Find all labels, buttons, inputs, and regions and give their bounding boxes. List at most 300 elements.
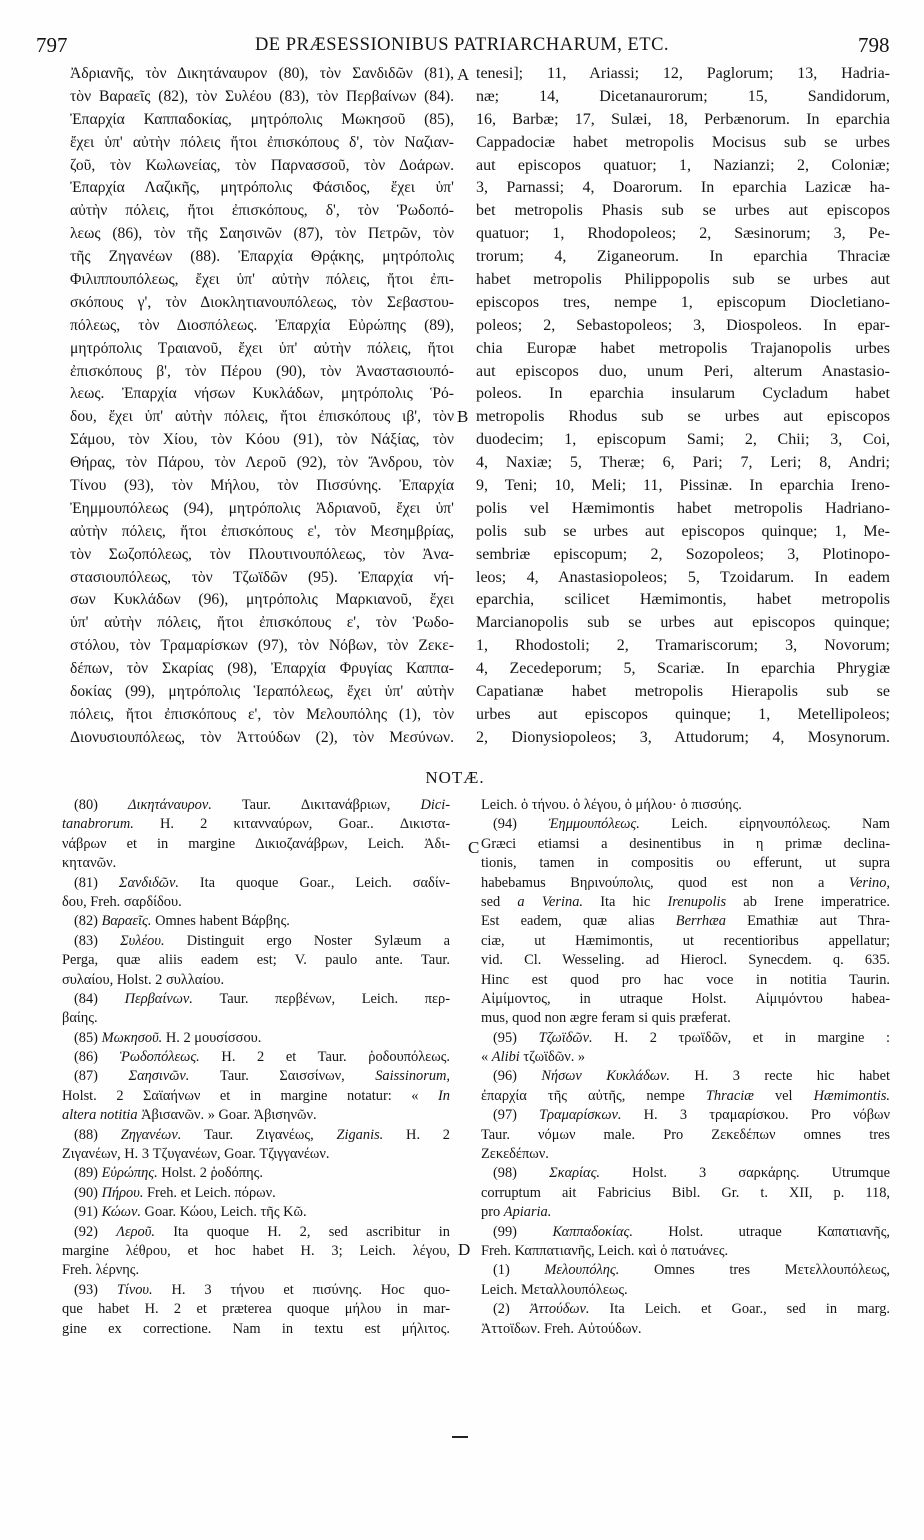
note-line	[62, 854, 450, 873]
text-run: H. 2 κιτανναύρων, Goar.. Δικιστα-	[133, 816, 450, 833]
text-run: sembriæ episcopum; 2, Sozopoleos; 3, Plotinopo-	[476, 545, 890, 563]
note-line	[62, 1145, 450, 1164]
text-run: Marcianopolis sub se urbes aut episcopos quinque;	[476, 614, 890, 632]
text-run: margine λέθρου, et hoc habet H. 3; Leich. λέγου,	[62, 1242, 450, 1259]
latin-text-line	[476, 635, 890, 658]
text-run: (84)	[74, 990, 125, 1007]
note-line	[481, 1145, 890, 1164]
greek-text-line	[70, 338, 454, 361]
margin-letter-c: C	[468, 838, 480, 857]
text-run: eparchia, scilicet Hæmimontis, habet metropolis	[476, 591, 890, 609]
text-run: (94)	[493, 816, 549, 833]
note-line	[62, 1320, 450, 1339]
text-run: H. 2	[383, 1126, 451, 1143]
note-line	[481, 796, 890, 815]
text-run: urbes aut episcopos quinque; 1, Metellipoleos;	[476, 705, 890, 723]
note-line	[481, 971, 890, 990]
text-run: ἔχει ὑπ' αὐτὴν πόλεις ἤτοι ἐπισκόπους δ', τὸν Ναζιαν-	[70, 133, 454, 151]
italic-text: Μελουπόλης.	[544, 1262, 620, 1279]
text-run: ciæ, ut Hæmimontis, ut recentioribus appellatur;	[481, 932, 890, 949]
text-run: Holst. utraque Καπατιανῆς,	[632, 1223, 891, 1240]
text-run: polis vel Hæmimontis habet metropolis Hadriano-	[476, 499, 890, 517]
italic-text: Ῥωδοπόλεως.	[119, 1049, 200, 1066]
greek-text-line	[70, 635, 454, 658]
note-line	[62, 1203, 450, 1222]
text-run: Ita hic	[583, 893, 668, 910]
text-run: (81)	[74, 874, 119, 891]
greek-text-line	[70, 406, 454, 429]
note-line	[62, 1048, 450, 1067]
text-run: poleos. In eparchia insularum Cycladum habet	[476, 385, 890, 403]
italic-text: Τίνου.	[116, 1281, 153, 1298]
text-run: habebamus Βηρινούπολις, quod est non a	[481, 874, 849, 891]
italic-text: Δικητάναυρον.	[128, 797, 212, 813]
note-line	[481, 1242, 890, 1261]
note-line	[62, 971, 450, 990]
notes-column-right	[481, 796, 890, 1339]
italic-text: Κώων.	[101, 1204, 141, 1221]
note-line	[481, 912, 890, 931]
text-run: Τίνου (93), τὸν Μήλου, τὸν Πισσύνης. Ἐπαρχία	[70, 477, 454, 495]
latin-text-column	[476, 63, 890, 750]
text-run: αὐτὴν πόλεις, ἤτοι ἐπισκόπους, δ', τὸν Ῥωδοπό-	[70, 202, 454, 220]
latin-text-line	[476, 223, 890, 246]
latin-text-line	[476, 177, 890, 200]
text-run: quatuor; 1, Rhodopoleos; 2, Sæsinorum; 3, Pe-	[476, 225, 890, 243]
text-run: metropolis Rhodus sub se urbes aut episcopos	[476, 408, 890, 426]
text-run: Taur. Σαισσίνων,	[189, 1068, 376, 1085]
text-run: σων Κυκλάδων (96), μητρόπολις Μαρκιανοῦ, ἔχει	[70, 591, 454, 609]
text-run: mus, quod non ægre feram si quis præferat.	[481, 1010, 731, 1027]
note-line	[481, 1106, 890, 1125]
note-line	[62, 796, 450, 815]
greek-text-line	[70, 727, 454, 750]
text-run: (95)	[493, 1029, 539, 1046]
italic-text: Εὐρώπης.	[101, 1165, 158, 1182]
note-line	[62, 1087, 450, 1106]
text-run: Hinc est quod pro hac voce in notitia Taurin.	[481, 971, 890, 988]
greek-text-line	[70, 658, 454, 681]
latin-text-line	[476, 132, 890, 155]
italic-text: Ζηγανέων.	[120, 1126, 182, 1143]
greek-text-line	[70, 223, 454, 246]
text-run: trorum; 4, Ziganeorum. In eparchia Thraciæ	[476, 248, 890, 266]
greek-text-line	[70, 63, 454, 86]
text-run: que habet H. 2 et præterea quoque μήλου in mar-	[62, 1301, 450, 1318]
text-run: 1, Rhodostoli; 2, Tramariscorum; 3, Novorum;	[476, 637, 890, 655]
text-run: νάβρων et in margine Δικιοζανάβρων, Leich. Ἀδι-	[62, 835, 450, 852]
text-run: Ἀττοϊδων. Freh. Αὐτούδων.	[481, 1320, 642, 1337]
latin-text-line	[476, 406, 890, 429]
text-run: Holst. 2 Σαϊαήνων et in margine notatur: «	[62, 1087, 438, 1104]
text-run: 16, Barbæ; 17, Sulæi, 18, Perbænorum. In eparchia	[476, 110, 890, 128]
text-run: pro	[481, 1204, 504, 1221]
italic-text: Συλέου.	[120, 932, 165, 949]
latin-text-line	[476, 292, 890, 315]
note-line	[481, 1300, 890, 1319]
text-run: duodecim; 1, episcopum Sami; 2, Chii; 3, Coi,	[476, 431, 890, 449]
text-run: vel	[753, 1087, 814, 1104]
text-run: στασιουπόλεως, τὸν Τζωϊδῶν (95). Ἐπαρχία νή-	[70, 568, 454, 586]
text-run: (89)	[74, 1165, 102, 1182]
text-run: μητρόπολις Τραιανοῦ, ἔχει ὑπ' αὐτὴν πόλεις, ἤτοι	[70, 339, 454, 357]
text-run: ὑπ' αὐτὴν πόλεις, ἤτοι ἐπισκόπους ε', τὸν Ῥωδο-	[70, 614, 454, 632]
greek-text-line	[70, 429, 454, 452]
text-run: vid. Cl. Wesseling. ad Hierocl. Synecdem. q. 635.	[481, 952, 890, 969]
note-line	[62, 1261, 450, 1280]
greek-text-line	[70, 269, 454, 292]
bottom-rule-mark	[452, 1436, 468, 1438]
greek-text-line	[70, 132, 454, 155]
italic-text: Ἐημμουπόλεως.	[548, 816, 640, 833]
text-run: corruptum ait Fabricius Bibl. Gr. t. XII, p. 118,	[481, 1184, 890, 1201]
note-line	[481, 932, 890, 951]
text-run: κητανῶν.	[62, 855, 117, 872]
italic-text: tanabrorum.	[62, 816, 134, 833]
margin-letter-d: D	[458, 1240, 471, 1259]
text-run: Freh. Καππατιανῆς, Leich. καὶ ὁ πατυάνες.	[481, 1242, 729, 1259]
italic-text: Βαραεῖς.	[101, 913, 152, 930]
text-run: βαίης.	[62, 1010, 98, 1027]
italic-text: Thraciæ	[705, 1087, 754, 1104]
note-line	[481, 1087, 890, 1106]
italic-text: Τραμαρίσκων.	[539, 1107, 622, 1124]
greek-text-line	[70, 109, 454, 132]
text-run: (80)	[74, 797, 128, 813]
note-line	[62, 1223, 450, 1242]
text-run: δοκίας (99), μητρόπολις Ἱεραπόλεως, ἔχει ὑπ' αὐτὴν	[70, 683, 454, 701]
latin-text-line	[476, 567, 890, 590]
text-run: αὐτὴν πόλεις, ἤτοι ἐπισκόπους ε', τὸν Μεσημβρίας,	[70, 522, 454, 540]
text-run: (96)	[493, 1068, 542, 1085]
text-run: τζωϊδῶν. »	[519, 1049, 586, 1066]
note-line	[62, 951, 450, 970]
note-line	[481, 1184, 890, 1203]
greek-text-line	[70, 498, 454, 521]
italic-text: Πήρου.	[101, 1184, 144, 1201]
text-run: Omnes tres Μετελλουπόλεως,	[619, 1262, 890, 1279]
text-run: Σάμου, τὸν Χίου, τὸν Κόου (91), τὸν Νάξίας, τὸν	[70, 431, 454, 449]
latin-text-line	[476, 200, 890, 223]
text-run: leos; 4, Anastasiopoleos; 5, Tzoidarum. In eadem	[476, 568, 890, 586]
italic-text: Λεροῦ.	[116, 1223, 155, 1240]
italic-text: Hæmimontis.	[813, 1087, 891, 1104]
text-run: (92)	[74, 1223, 117, 1240]
italic-text: Apiaria.	[503, 1204, 552, 1221]
note-line	[481, 854, 890, 873]
text-run: ζοῦ, τὸν Κωλωνείας, τὸν Παρνασσοῦ, τὸν Δοάρων.	[70, 156, 454, 174]
note-line	[62, 835, 450, 854]
greek-text-line	[70, 544, 454, 567]
note-line	[481, 1126, 890, 1145]
text-run: Holst. 3 σαρκάρης. Utrumque	[600, 1165, 890, 1182]
text-run: Ζιγανέων, H. 3 Τζυγανέων, Goar. Τζιγγανέων.	[62, 1146, 330, 1163]
greek-text-line	[70, 361, 454, 384]
note-line	[481, 951, 890, 970]
greek-text-line	[70, 383, 454, 406]
greek-text-line	[70, 246, 454, 269]
greek-text-line	[70, 589, 454, 612]
text-run: poleos; 2, Sebastopoleos; 3, Diospoleos. In epar-	[476, 316, 890, 334]
note-line	[481, 1320, 890, 1339]
text-run: polis sub se urbes aut episcopos quinque; 1, Me-	[476, 522, 890, 540]
text-run: τὸν Σωζοπόλεως, τὸν Πλουτινουπόλεως, τὸν Ἀνα-	[70, 545, 454, 563]
text-run: chia Europæ habet metropolis Trajanopolis urbes	[476, 339, 890, 357]
italic-text: Ziganis.	[336, 1126, 384, 1143]
latin-text-line	[476, 589, 890, 612]
italic-text: Μωκησοῦ.	[101, 1029, 163, 1046]
latin-text-line	[476, 269, 890, 292]
text-run: Ita quoque Goar., Leich. σαδίν-	[178, 874, 450, 891]
italic-text: Καππαδοκίας.	[552, 1223, 633, 1240]
text-run: Omnes habent Βάρβης.	[151, 913, 290, 930]
text-run: Capatianæ habet metropolis Hierapolis sub se	[476, 683, 890, 701]
note-line	[481, 874, 890, 893]
text-run: πόλεις, ἤτοι ἐπισκόπους ε', τὸν Μελουπόλης (1), τὸν	[70, 705, 454, 723]
note-line	[481, 1203, 890, 1222]
text-run: Leich. ὁ τήνου. ὁ λέγου, ὁ μήλου· ὁ πισσύης.	[481, 797, 742, 813]
text-run: 3, Parnassi; 4, Doarorum. In eparchia Lazicæ ha-	[476, 179, 890, 197]
notes-heading: NOTÆ.	[425, 768, 485, 787]
text-run: næ; 14, Dicetanaurorum; 15, Sandidorum,	[476, 87, 890, 105]
note-line	[62, 815, 450, 834]
text-run: «	[481, 1049, 492, 1066]
latin-text-line	[476, 429, 890, 452]
text-run: Φιλιππουπόλεως, ἔχει ὑπ' αὐτὴν πόλεις, ἤτοι ἐπι-	[70, 271, 454, 289]
italic-text: Σκαρίας.	[549, 1165, 601, 1182]
text-run: sed	[481, 893, 518, 910]
italic-text: Περβαίνων.	[124, 990, 193, 1007]
italic-text: Irenupolis	[667, 893, 727, 910]
running-title: DE PRÆSESSIONIBUS PATRIARCHARUM, ETC.	[254, 35, 670, 55]
latin-text-line	[476, 452, 890, 475]
note-line	[481, 1281, 890, 1300]
text-run: aut episcopos quatuor; 1, Nazianzi; 2, Coloniæ;	[476, 156, 890, 174]
text-run: 4, Naxiæ; 5, Theræ; 6, Pari; 7, Leri; 8, Andri;	[476, 454, 890, 472]
text-run: gine ex correctione. Nam in textu est μήλιτος.	[62, 1320, 450, 1337]
text-run: Est eadem, quæ alias	[481, 913, 676, 930]
text-run: (91)	[74, 1204, 102, 1221]
text-run: (1)	[493, 1262, 545, 1279]
text-run: πόλεως, τὸν Διοσπόλεως. Ἐπαρχία Εὐρώπης (89),	[70, 316, 454, 334]
text-run: H. 2 et Taur. ῥοδουπόλεως.	[199, 1049, 450, 1066]
text-run: Ἐπαρχία Λαζικῆς, μητρόπολις Φάσιδος, ἔχει ὑπ'	[70, 179, 454, 197]
greek-text-line	[70, 155, 454, 178]
text-run: Ἀδριανῆς, τὸν Δικητάναυρον (80), τὸν Σανδιδῶν (81),	[70, 65, 454, 82]
latin-text-line	[476, 612, 890, 635]
text-run: Leich. Μεταλλουπόλεως.	[481, 1281, 628, 1298]
text-run: δέπων, τὸν Σκαρίας (98), Ἐπαρχία Φρυγίας Καππα-	[70, 660, 454, 678]
greek-text-line	[70, 681, 454, 704]
text-run: (83)	[74, 932, 121, 949]
text-run: Cappadociæ habet metropolis Mocisus sub se urbes	[476, 133, 890, 151]
greek-text-line	[70, 86, 454, 109]
text-run: ἐπισκόπους β', τὸν Πέρου (90), τὸν Ἀναστασιουπό-	[70, 362, 454, 380]
text-run: Taur. νόμων male. Pro Ζεκεδέπων omnes tres	[481, 1126, 890, 1143]
text-run: ab Irene imperatrice.	[726, 893, 891, 910]
greek-text-line	[70, 177, 454, 200]
latin-text-line	[476, 246, 890, 269]
note-line	[481, 1223, 890, 1242]
greek-text-column	[70, 63, 454, 750]
text-run: Θήρας, τὸν Πάρου, τὸν Λεροῦ (92), τὸν Ἄνδρου, τὸν	[70, 454, 454, 472]
latin-text-line	[476, 658, 890, 681]
text-run: habet metropolis Philippopolis sub se urbes aut	[476, 271, 890, 289]
text-run: H. 3 τήνου et πισύνης. Hoc quo-	[152, 1281, 450, 1298]
latin-text-line	[476, 383, 890, 406]
italic-text: In	[438, 1087, 450, 1104]
text-run: τὸν Βαραεῖς (82), τὸν Συλέου (83), τὸν Περβαίνων (84).	[70, 87, 454, 105]
latin-text-line	[476, 86, 890, 109]
italic-text: Alibi	[491, 1049, 520, 1066]
text-run: Ita Leich. et Goar., sed in marg.	[589, 1301, 890, 1318]
latin-text-line	[476, 521, 890, 544]
text-run: Emathiæ aut Thra-	[725, 913, 890, 930]
page-number-left: 797	[36, 33, 68, 57]
text-run: Ἀβισανῶν. » Goar. Ἀβισηνῶν.	[137, 1107, 317, 1124]
text-run: (82)	[74, 913, 102, 930]
text-run: (86)	[74, 1049, 120, 1066]
note-line	[62, 1184, 450, 1203]
text-run: H. 3 recte hic habet	[669, 1068, 890, 1085]
note-line	[481, 1164, 890, 1183]
italic-text: Σανδιδῶν.	[118, 874, 179, 891]
text-run: Goar. Κώου, Leich. τῆς Κῶ.	[140, 1204, 307, 1221]
text-run: δου, Freh. σαρδίδου.	[62, 893, 182, 910]
text-run: Perga, quæ aliis eadem est; V. paulo ante. Taur.	[62, 952, 450, 969]
note-line	[62, 912, 450, 931]
greek-text-line	[70, 612, 454, 635]
italic-text: Saissinorum,	[375, 1068, 450, 1085]
text-run: H. 2 τρωϊδῶν, et in margine :	[592, 1029, 891, 1046]
greek-text-line	[70, 452, 454, 475]
greek-text-line	[70, 200, 454, 223]
text-run: episcopos tres, nempe 1, episcopum Diocletiano-	[476, 293, 890, 311]
text-run: Ἐπαρχία Καππαδοκίας, μητρόπολις Μωκησοῦ (85),	[70, 110, 454, 128]
latin-text-line	[476, 338, 890, 361]
latin-text-line	[476, 704, 890, 727]
text-run: συλαίου, Holst. 2 συλλαίου.	[62, 971, 225, 988]
text-run: τῆς Ζηγανέων (88). Ἐπαρχία Θρᾴκης, μητρόπολις	[70, 248, 454, 266]
text-run: (88)	[74, 1126, 121, 1143]
note-line	[481, 1009, 890, 1028]
greek-text-line	[70, 475, 454, 498]
text-run: (99)	[493, 1223, 553, 1240]
note-line	[62, 1029, 450, 1048]
note-line	[62, 893, 450, 912]
latin-text-line	[476, 475, 890, 498]
italic-text: a Verina.	[517, 893, 584, 910]
notes-column-left	[62, 796, 450, 1339]
text-run: Taur. Ζιγανέως,	[181, 1126, 337, 1143]
text-run: Leich. εἰρηνουπόλεως. Nam	[639, 816, 890, 833]
text-run: λεως. Ἐπαρχία νήσων Κυκλάδων, μητρόπολις Ῥό-	[70, 385, 454, 403]
greek-text-line	[70, 292, 454, 315]
text-run: Freh. et Leich. πόρων.	[143, 1184, 276, 1201]
note-line	[62, 932, 450, 951]
note-line	[481, 893, 890, 912]
text-run: Freh. λέρνης.	[62, 1262, 140, 1279]
margin-letter-b: B	[457, 407, 469, 426]
note-line	[62, 1126, 450, 1145]
text-run: (93)	[74, 1281, 117, 1298]
latin-text-line	[476, 63, 890, 86]
text-run: 9, Teni; 10, Meli; 11, Pissinæ. In eparchia Ireno-	[476, 477, 890, 495]
text-run: Holst. 2 ῥοδόπης.	[157, 1165, 263, 1182]
note-line	[62, 1242, 450, 1261]
greek-text-line	[70, 521, 454, 544]
text-run: H. 2 μουσίσσου.	[162, 1029, 262, 1046]
note-line	[62, 1009, 450, 1028]
note-line	[481, 1048, 890, 1067]
italic-text: Berrhæa	[675, 913, 726, 930]
margin-letter-a: A	[457, 65, 470, 84]
text-run: (90)	[74, 1184, 102, 1201]
latin-text-line	[476, 109, 890, 132]
text-run: tionis, tamen in compositis ου efferunt, ut supra	[481, 855, 890, 872]
text-run: Taur. Δικιτανάβριων,	[211, 797, 421, 813]
text-run: Ita quoque H. 2, sed ascribitur in	[154, 1223, 450, 1240]
latin-text-line	[476, 315, 890, 338]
greek-text-line	[70, 315, 454, 338]
text-run: Distinguit ergo Noster Sylæum a	[164, 932, 451, 949]
italic-text: Νήσων Κυκλάδων.	[541, 1068, 670, 1085]
greek-text-line	[70, 704, 454, 727]
text-run: σκόπους γ', τὸν Διοκλητιανουπόλεως, τὸν Σεβαστου-	[70, 293, 454, 311]
text-run: (2)	[493, 1301, 530, 1318]
note-line	[62, 874, 450, 893]
text-run: Ἐημμουπόλεως (94), μητρόπολις Ἀδριανοῦ, ἔχει ὑπ'	[70, 499, 454, 517]
italic-text: Σαησινῶν.	[128, 1068, 190, 1085]
text-run: tenesi]; 11, Ariassi; 12, Paglorum; 13, Hadria-	[476, 65, 890, 82]
note-line	[62, 1067, 450, 1086]
note-line	[481, 1029, 890, 1048]
text-run: ἐπαρχία τῆς αὐτῆς, nempe	[481, 1087, 706, 1104]
latin-text-line	[476, 544, 890, 567]
text-run: (98)	[493, 1165, 550, 1182]
latin-text-line	[476, 681, 890, 704]
text-run: Ζεκεδέπων.	[481, 1146, 549, 1163]
note-line	[62, 1164, 450, 1183]
page-number-right: 798	[858, 33, 890, 57]
note-line	[481, 990, 890, 1009]
text-run: 2, Dionysiopoleos; 3, Attudorum; 4, Mosynorum.	[476, 728, 890, 746]
note-line	[481, 1261, 890, 1280]
text-run: aut episcopos duo, unum Peri, alterum Anastasio-	[476, 362, 890, 380]
text-run: 4, Zecedeporum; 5, Scariæ. In eparchia Phrygiæ	[476, 660, 890, 678]
text-run: H. 3 τραμαρίσκου. Pro νόβων	[621, 1107, 891, 1124]
text-run: (87)	[74, 1068, 129, 1085]
italic-text: Ἀττούδων.	[529, 1301, 590, 1318]
latin-text-line	[476, 155, 890, 178]
italic-text: altera notitia	[62, 1107, 138, 1124]
text-run: λεως (86), τὸν τῆς Σαησινῶν (87), τὸν Πετρῶν, τὸν	[70, 225, 454, 243]
text-run: (85)	[74, 1029, 102, 1046]
text-run: Αἰμίμοντος, in utraque Holst. Αἰμιμόντου habea-	[481, 990, 890, 1007]
italic-text: Verino,	[848, 874, 890, 891]
text-run: (97)	[493, 1107, 540, 1124]
text-run: Διονυσιουπόλεως, τὸν Ἀττούδων (2), τὸν Μεσύνων.	[70, 728, 454, 746]
latin-text-line	[476, 498, 890, 521]
text-run: στόλου, τὸν Τραμαρίσκων (97), τὸν Νόβων, τὸν Ζεκε-	[70, 637, 454, 655]
text-run: bet metropolis Phasis sub se urbes aut episcopos	[476, 202, 890, 220]
text-run: Taur. περβένων, Leich. περ-	[192, 990, 450, 1007]
latin-text-line	[476, 361, 890, 384]
note-line	[481, 1067, 890, 1086]
text-run: δου, ἔχει ὑπ' αὐτὴν πόλεις, ἤτοι ἐπισκόπους ιβ', τὸν	[70, 408, 454, 426]
note-line	[62, 1281, 450, 1300]
note-line	[481, 835, 890, 854]
